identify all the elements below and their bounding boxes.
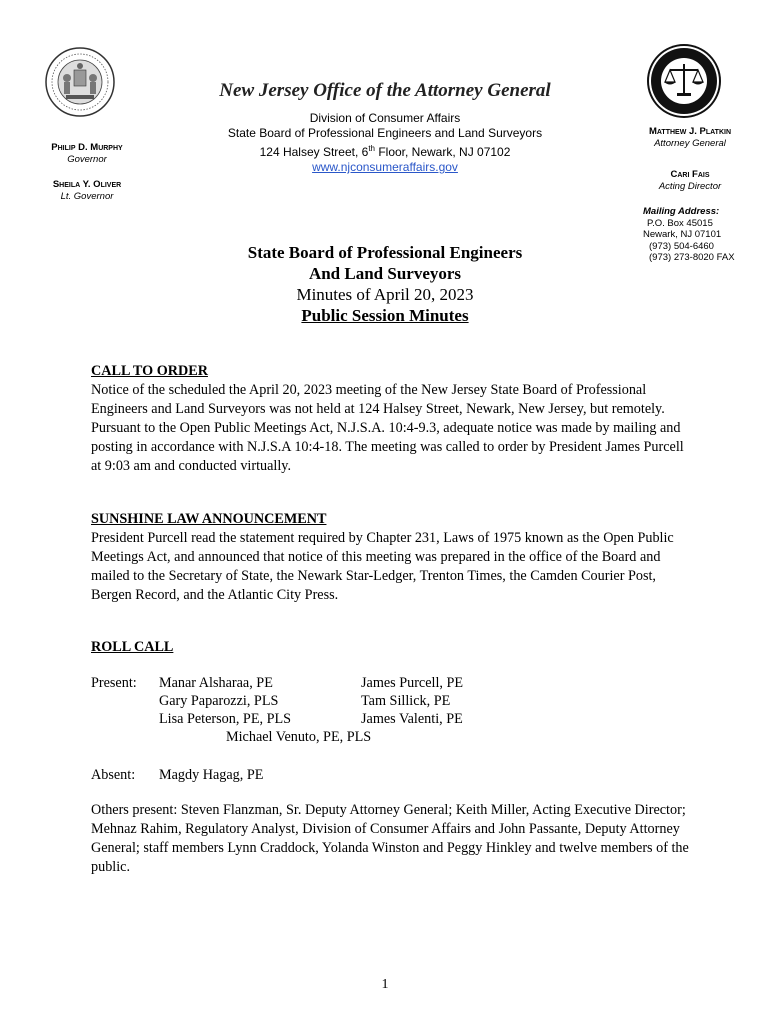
official-role: Acting Director [658,181,722,192]
section-heading: CALL TO ORDER [91,363,208,379]
roll-call-section [91,638,691,657]
board-name: State Board of Professional Engineers and Land Surveyors [227,126,543,140]
official-role: Attorney General [654,138,726,149]
member-name: Gary Paparozzi, PLS [159,693,279,709]
mailing-label: Mailing Address: [643,206,720,217]
official-name: Philip D. Murphy [51,142,123,153]
agency-title: New Jersey Office of the Attorney General [219,80,551,101]
official-role: Lt. Governor [60,191,114,202]
title-line-1: State Board of Professional Engineers [247,243,523,262]
member-name: Michael Venuto, PE, PLS [226,729,372,745]
mailing-line1: P.O. Box 45015 [647,217,713,229]
title-line-2: And Land Surveyors [308,264,462,283]
member-name: Magdy Hagag, PE [159,767,264,783]
document-title-block [0,242,770,326]
official-name: Cari Fais [670,169,710,180]
absent-list [91,766,691,784]
member-name: James Valenti, PE [361,711,463,727]
title-date: Minutes of April 20, 2023 [296,285,474,304]
street-address: 124 Halsey Street, 6th Floor, Newark, NJ 07102 [259,144,511,159]
section-heading: SUNSHINE LAW ANNOUNCEMENT [91,511,327,527]
section-heading: ROLL CALL [91,639,174,655]
official-role: Governor [67,154,107,165]
division-name: Division of Consumer Affairs [309,111,461,125]
title-session: Public Session Minutes [301,306,469,325]
member-name: Manar Alsharaa, PE [159,675,273,691]
member-name: Tam Sillick, PE [361,693,451,709]
governor-block [22,142,152,166]
page-number: 1 [381,977,389,992]
official-name: Matthew J. Platkin [648,126,731,137]
attorney-general-block [620,126,760,150]
acting-director-block [620,169,760,193]
section-text: President Purcell read the statement required by Chapter 231, Laws of 1975 known as the Open Public Meetings Act, and announced that notice of this meeting was prepared in the office of the Board and mailed to the Secretary of State, the Newark Star-Ledger, Trenton Times, the Camden Courier Post, Bergen Record, and the Atlantic City Press. [91,530,674,603]
sunshine-law-section [91,510,691,605]
member-name: Lisa Peterson, PE, PLS [159,711,292,727]
others-present: Others present: Steven Flanzman, Sr. Deputy Attorney General; Keith Miller, Acting Executive Director; Mehnaz Rahim, Regulatory Analyst, Division of Consumer Affairs and John Passante, Deputy Attorney General; staff members Lynn Craddock, Yolanda Winston and Peggy Hinkley and twelve members of the public. [91,802,689,875]
section-text: Notice of the scheduled the April 20, 2023 meeting of the New Jersey State Board of Professional Engineers and Land Surveyors was not held at 124 Halsey Street, Newark, New Jersey, but remotely. Pursuant to the Open Public Meetings Act, N.J.S.A. 10:4-9.3, adequate notice was made by mailing and posting in accordance with N.J.S.A 10:4-18. The meeting was called to order by President James Purcell at 9:03 am and conducted virtually. [91,382,684,474]
absent-label: Absent: [91,767,136,783]
lt-governor-block [22,179,152,203]
website-link[interactable]: www.njconsumeraffairs.gov [312,160,458,174]
mailing-line2: Newark, NJ 07101 [643,229,722,240]
member-name: James Purcell, PE [361,675,464,691]
phone-number: (973) 504-6460 [649,240,714,252]
present-list [91,674,691,746]
call-to-order-section [91,362,691,476]
fax-number: (973) 273-8020 FAX [649,252,735,263]
official-name: Sheila Y. Oliver [52,179,122,190]
present-label: Present: [91,675,137,691]
